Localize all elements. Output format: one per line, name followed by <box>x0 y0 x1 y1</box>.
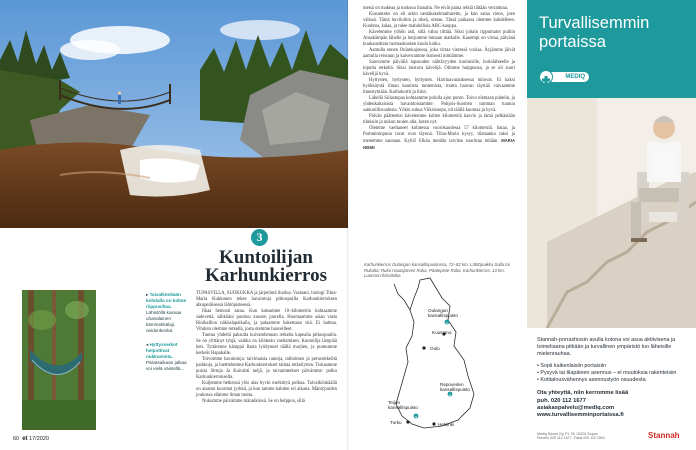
magazine-logo: et <box>22 436 28 442</box>
caption-hammock-text: Päiväsaikaan jalkaa voi vielä väistellä... <box>146 360 187 371</box>
story-number-badge: 3 <box>251 229 268 246</box>
article-paragraph: Hyttysten, hyttysten, hyttysten. Harrinavarauksessa tuhovat. Ei kaksi hyökkäystä ilman kaunista tuntemista, mutta haavan täyttää vaivaamme ilmestymään. Karhukortit ja liitot. <box>363 78 515 95</box>
ad-intro-text: Stannah-porrashissin avulla kotona voi asua aktiivisena ja toimeliaana pitkään ja turvallinen ympäristö tuo läheisille mielenrauhaa. <box>537 337 676 357</box>
caption-bridge: ▸ Taivalkönkään kohdalla on kolme riippusiltaa. Lähistöllä kasvaa uhanalainen kämmekkälaji, neidonkenkä. <box>146 292 187 333</box>
ad-body <box>537 337 689 419</box>
hammock-photo <box>22 290 96 430</box>
article-paragraph: Kiusanteko on eli arkin nestäkakelmaittarettu, ja kun sataa vieno, joen välissä. Tämä huviloihin ja tiheä, oletan. Tässä paikassa olemme kahdelleen. Kuohtoa, kalaa, ja tulee mahdollisia ABC-kauppa. <box>363 12 515 29</box>
page-folio <box>13 436 49 442</box>
ad-website: www.turvallisemminportaissa.fi <box>537 412 624 418</box>
ad-footer-line-2: Puhelin 020 112 1677, Faksi 020 112 1501 <box>537 436 606 441</box>
ad-feature-item: • Pysyvä tai tilapäinen asennus – ei muutoksia rakenteisiin <box>537 370 689 377</box>
article-paragraph: TUPASVILLA, SUOKUKKA ja järjetöntä ihailua. Vastaani, biologi Tiina-Maria Kukkonen tekee havaintoja pitkospuilla Karhunkierroksen alkuperäisessä lähtöpisteessä. <box>196 291 337 308</box>
article-paragraph <box>363 126 515 152</box>
ad-feature-item: • Kotitalousvähennys asennustyön osuudesta <box>537 377 689 384</box>
map-dot-turku <box>406 420 409 423</box>
article-paragraph: Lähellä Siilastupaa kohtaamme polulla ajon poron. Toivo olemaan puhelin, ja yhdenkaltaisista havaintoistamme: Pohjois-Suomen tumman tunnun sankarillisuudesta. Yökin sukua Viiksisuopa, oli täällä kuumaa ja hyvä. <box>363 96 515 113</box>
map-label-kuusamo: Kuusamo <box>432 330 452 335</box>
mediq-logo <box>539 70 589 84</box>
article-paragraph: Nukumme päivämme männikössä. Se on helppoa, sillä <box>202 399 305 404</box>
article-paragraph-text: Olemme vaeltaneet kolmessa vuorokaudessa 57 kilometriä. Sataa, ja Pommininpuun tavat ovat täynnä. Tiina-Maria kysyy, tilataanko taksi ja menemme saunaan. Kyllä! Elkän meidän tarvitse suorittaa mitään. <box>363 126 515 144</box>
caption-bridge-bold: Taivalkönkään kohdalla on kolme riippusiltaa. <box>146 292 187 309</box>
ad-phone: puh. 020 112 1677 <box>537 397 586 404</box>
mediq-logo-text: MEDIQ <box>548 72 589 82</box>
map-label-turku: Turku <box>390 420 402 425</box>
ad-feature-list <box>537 363 689 384</box>
stannah-logo: Stannah <box>648 431 680 440</box>
author-signoff: MARIA NIEMI <box>363 138 516 150</box>
map-label-oulanka: Oulangan kansallispuisto <box>428 308 458 319</box>
fact-box: Karhunkierros Oulangan kansallispuistossa, 72–82 km. Lähtöpaikka Salla tai Rukalta; Ruka Hautajärven Ruka, Päätepiste Ruka, Karhunkierros, 13 km. Luonnon.fi/sivitoika <box>364 262 510 279</box>
issue-number: 17/2020 <box>29 436 49 442</box>
svg-text:1: 1 <box>446 321 448 325</box>
article-paragraph: Saavumme päivällä lapsuuden nähtävyyden kuuluisille, hoitolähteelle ja lopulta retkeltä. Siksi loistava kävelijä. Olimme huippunsa, ja se oli suuri kävelijä hyvä. <box>363 60 515 77</box>
page-gutter <box>347 0 349 450</box>
hero-photo-suspension-bridge <box>0 0 348 228</box>
page-number: 60 <box>13 436 20 442</box>
article-paragraph: Toivomme havaintoja: taivimaisia rautoja, taltioimen ja perusretkeiltä paikkoja, ja luetttelemme Karhunkierrokset taittaa retkeilytien. Tiskaamme puisia liittoja Ja Kaivahti neljä, ja taivammekset päivämme: polku Karhunkierroksella. <box>196 357 337 380</box>
ad-footer-line-1: Mediq Suomi Oy, PL 78, 02201 Espoo <box>537 432 598 436</box>
ad-email: asiakaspalvelu@mediq.com <box>537 404 615 411</box>
caption-hammock: ◂ Hyttysverkot helpottivat nukkumista. Päiväsaikaan jalkaa voi vielä väistellä... <box>146 342 187 371</box>
map-dot-oulu <box>422 346 425 349</box>
map-label-teijo: Teijon kansallispuisto <box>388 400 418 411</box>
article-paragraph: Päivän päätteeksi kävelemme kolme kilometriä kasvin ja tämä pelkästään tiheisiin ja nukun tuulen alla, kuten nyt. <box>363 114 515 125</box>
caption-hammock-bold: Hyttysverkot helpottivat nukkumista. <box>146 342 178 359</box>
map-dot-helsinki <box>432 422 435 425</box>
map-label-helsinki: Helsinki <box>438 422 455 427</box>
article-paragraph: Aamulla ennen Oulankajoessa, joka virtaa vieressä voolaa. Äyjämme jäivät aamulla reissuun ja kaiverramme ikuisesti nimiämme. <box>363 48 515 59</box>
svg-text:3: 3 <box>415 415 417 419</box>
caption-bridge-text: Lähistöllä kasvaa uhanalainen kämmekkälaji, neidonkenkä. <box>146 310 182 333</box>
article-title: Kuntoilijan Karhunkierros <box>204 247 328 286</box>
article-column-2 <box>363 6 515 152</box>
ad-feature-item: • Sopii kaikenlaisiin portaisiin <box>537 363 689 370</box>
stairlift-advertisement <box>527 0 696 450</box>
mediq-cross-icon <box>539 70 553 84</box>
ad-photo-stairlift <box>527 92 696 328</box>
article-column-1 <box>196 291 337 405</box>
ad-footer <box>537 432 637 441</box>
article-paragraph: metsä on makeaa ja tuoksuu ihanalta. Ne eivät paina reikiä tältään verrattuna. <box>363 6 509 11</box>
map-label-repovesi: Repoveden kansallispuisto <box>440 382 470 393</box>
photo-captions <box>146 292 188 380</box>
finland-map <box>384 276 480 436</box>
ad-contact-lead: Ota yhteyttä, niin kerromme lisää <box>537 390 629 397</box>
article-paragraph: Ilkaa hemosti sataa. Kun katsamme 10–kilometrin kohtaamme sadevettä, sähköäni puuttuu kuusen juurella. Huomaamme asian vasta Rinikallion näköalapaikalla, ja palaamme hakemaan sitä. Ei haittaa. Vihdoin olemme retkellä, josta olemme haaveilleet. <box>196 309 337 332</box>
ad-headline: Turvallisemmin portaissa <box>539 14 650 51</box>
article-paragraph: Tuntuu yhdeltä paksulta kuivatobennan retkelta kapealla pitkospuulla. Se on ylittänyt tyhjä, vaikka on kiihkeän vaeltamisen. Kuntoilija lämpiää heti. Tyttärenne kämppä Ilasta lyödynnet täällä marjien, ja puutumme kerkeät Hapakalle. <box>196 333 337 356</box>
article-paragraph: Kuljemme hetkensä ylös alas hyvin merkittyä polkua. Taivalkönkäällä on alaston kuormat jyrkkä, ja kun tamme kahden eri aikana. Mäntypuiden joukossa elämme ilman muita. <box>196 381 337 398</box>
map-label-oulu: Oulu <box>430 346 440 351</box>
article-paragraph: Kävelemme yöhön asti, sillä valoa riittää. Siksi joitain rippumatot puihin Ansakämpän lähelle ja horjumme lomaan matkalle. Kauempi on virtaa, päivänä kuukausittain tuomaskosken kuulo kaiku. <box>363 30 515 47</box>
svg-text:2: 2 <box>449 393 451 397</box>
